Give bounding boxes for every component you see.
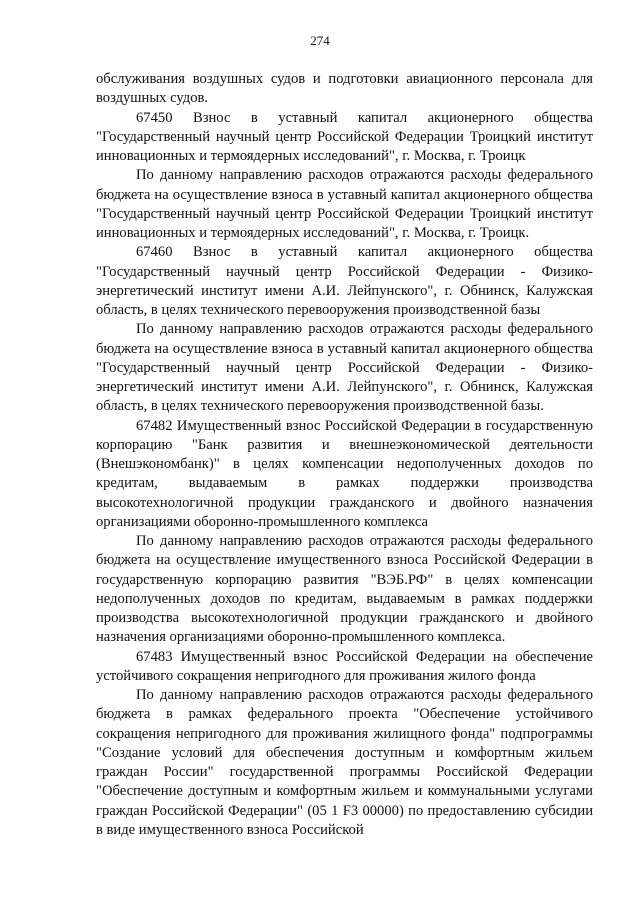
paragraph-67483-description: По данному направлению расходов отражаются расходы федерального бюджета в рамках федерального проекта "Обеспечение устойчивого сокращения непригодного для проживания жилищного фонда" подпрограммы "Создание условий для обеспечения доступным и комфортным жильем граждан России" государственной программы Российской Федерации "Обеспечение доступным и комфортным жильем и коммунальными услугами граждан Российской Федерации" (05 1 F3 00000) по предоставлению субсидии в виде имущественного взноса Российской	[96, 687, 593, 838]
paragraph-continuation: обслуживания воздушных судов и подготовки авиационного персонала для воздушных судов.	[96, 71, 593, 107]
paragraph-67460-description: По данному направлению расходов отражаются расходы федерального бюджета на осуществление взноса в уставный капитал акционерного общества "Государственный научный центр Российской Федерации - Физико-энергетический институт имени А.И. Лейпунского", г. Обнинск, Калужская область, в целях технического перевооружения производственной базы.	[96, 321, 593, 415]
page-number: 274	[310, 33, 330, 48]
heading-67450: 67450 Взнос в уставный капитал акционерного общества "Государственный научный центр Российской Федерации Троицкий институт инновационных и термоядерных исследований", г. Москва, г. Троицк	[96, 109, 593, 164]
heading-67460: 67460 Взнос в уставный капитал акционерного общества "Государственный научный центр Российской Федерации - Физико-энергетический институт имени А.И. Лейпунского", г. Обнинск, Калужская область, в целях технического перевооружения производственной базы	[96, 244, 593, 318]
document-body	[96, 70, 593, 840]
heading-67482: 67482 Имущественный взнос Российской Федерации в государственную корпорацию "Банк развития и внешнеэкономической деятельности (Внешэкономбанк)" в целях компенсации недополученных доходов по кредитам, выдаваемым в рамках поддержки производства высокотехнологичной продукции гражданского и двойного назначения организациями оборонно-промышленного комплекса	[96, 417, 593, 530]
paragraph-67482-description: По данному направлению расходов отражаются расходы федерального бюджета на осуществление имущественного взноса Российской Федерации в государственную корпорацию развития "ВЭБ.РФ" в целях компенсации недополученных доходов по кредитам, выдаваемым в рамках поддержки производства высокотехнологичной продукции гражданского и двойного назначения организациями оборонно-промышленного комплекса.	[96, 533, 593, 646]
paragraph-67450-description: По данному направлению расходов отражаются расходы федерального бюджета на осуществление взноса в уставный капитал акционерного общества "Государственный научный центр Российской Федерации Троицкий институт инновационных и термоядерных исследований", г. Москва, г. Троицк.	[96, 167, 593, 241]
heading-67483: 67483 Имущественный взнос Российской Федерации на обеспечение устойчивого сокращения непригодного для проживания жилого фонда	[96, 648, 593, 684]
